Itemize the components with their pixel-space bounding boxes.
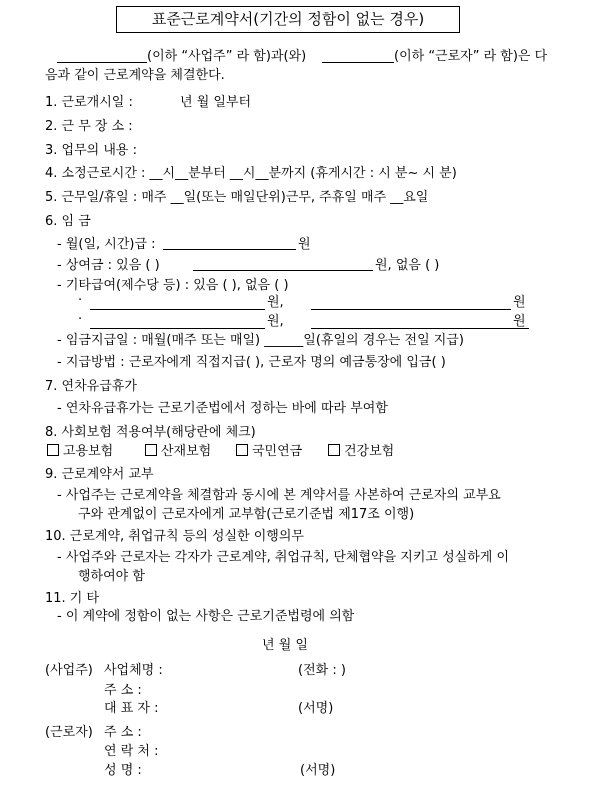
insurance-pension[interactable]: 국민연금 — [236, 443, 302, 460]
employer-signature[interactable]: (서명) — [298, 701, 334, 716]
other-blank-1[interactable] — [90, 309, 265, 310]
employer-business-name: 사업체명 : — [104, 663, 163, 678]
worker-address: 주 소 : — [104, 725, 142, 740]
worker-tag: (근로자) — [45, 725, 93, 740]
other-allowance-label: - 기타급여(제수당 등) : 있음 ( ), 없음 ( ) — [57, 278, 289, 293]
other-bullet-2: · — [78, 312, 83, 327]
section-5-text: 5. 근무일/휴일 : 매주 __일(또는 매일단위)근무, 주휴일 매주 __요일 — [45, 190, 429, 205]
section-9-line-2: 구와 관계없이 근로자에게 교부함(근로기준법 제17조 이행) — [78, 507, 415, 522]
other-blank-3[interactable] — [90, 328, 265, 329]
section-10-line-2: 행하여야 함 — [78, 569, 145, 584]
bonus-tail: 원, 없음 ( ) — [375, 258, 440, 273]
other-won-4: 원 — [513, 314, 526, 329]
other-bullet-1: · — [78, 293, 83, 308]
insurance-industrial[interactable]: 산재보험 — [145, 443, 211, 460]
monthly-wage-label: - 월(일, 시간)급 : — [57, 237, 156, 252]
monthly-wage-unit: 원 — [298, 237, 311, 252]
checkbox-icon[interactable] — [328, 444, 340, 456]
worker-contact: 연 락 처 : — [104, 744, 159, 759]
section-9-line-1: - 사업주는 근로계약을 체결함과 동시에 본 계약서를 사본하여 근로자의 교부요 — [57, 488, 501, 503]
other-won-3: 원, — [267, 314, 284, 329]
start-date-field[interactable]: 년 월 일부터 — [180, 95, 252, 110]
employer-tag: (사업주) — [45, 663, 93, 678]
worker-signature[interactable]: (서명) — [300, 763, 336, 778]
section-11-label: 11. 기 타 — [45, 591, 100, 606]
section-10-label: 10. 근로계약, 취업규칙 등의 성실한 이행의무 — [45, 529, 304, 544]
section-9-label: 9. 근로계약서 교부 — [45, 467, 154, 482]
checkbox-icon[interactable] — [47, 444, 59, 456]
other-blank-2[interactable] — [311, 309, 511, 310]
pay-method-text: - 지급방법 : 근로자에게 직접지급( ), 근로자 명의 예금통장에 입금( ) — [57, 355, 446, 370]
section-3-label: 3. 업무의 내용 : — [45, 143, 137, 158]
insurance-health[interactable]: 건강보험 — [328, 443, 394, 460]
checkbox-icon[interactable] — [145, 444, 157, 456]
payday-text: - 임금지급일 : 매월(매주 또는 매일) ______일(휴일의 경우는 전일 지급) — [57, 333, 464, 348]
employer-address: 주 소 : — [104, 683, 142, 698]
intro-line-2: 음과 같이 근로계약을 체결한다. — [45, 68, 225, 83]
worker-name-blank[interactable] — [322, 62, 394, 63]
insurance-employment[interactable]: 고용보험 — [47, 443, 113, 460]
other-won-2: 원 — [513, 295, 526, 310]
intro-line-1b: (이하 “근로자” 라 함)은 다 — [394, 49, 548, 64]
monthly-wage-blank[interactable] — [163, 249, 296, 250]
section-6-label: 6. 임 금 — [45, 214, 91, 229]
section-4-text: 4. 소정근로시간 : __시__분부터 __시__분까지 (휴게시간 : 시 분~ 시 분) — [45, 166, 457, 181]
section-7-body: - 연차유급휴가는 근로기준법에서 정하는 바에 따라 부여함 — [57, 401, 388, 416]
intro-line-1a: (이하 “사업주” 라 함)과(와) — [147, 49, 307, 64]
employer-representative: 대 표 자 : — [104, 701, 159, 716]
signature-date[interactable]: 년 월 일 — [262, 638, 308, 653]
checkbox-icon[interactable] — [236, 444, 248, 456]
section-2-label: 2. 근 무 장 소 : — [45, 119, 133, 134]
document-title: 표준근로계약서(기간의 정함이 없는 경우) — [116, 6, 460, 33]
employer-name-blank[interactable] — [57, 62, 147, 63]
bonus-label: - 상여금 : 있음 ( ) — [57, 258, 160, 273]
section-10-line-1: - 사업주와 근로자는 각자가 근로계약, 취업규칙, 단체협약을 지키고 성실하게 이 — [57, 550, 510, 565]
worker-name: 성 명 : — [104, 763, 142, 778]
bonus-blank[interactable] — [193, 270, 373, 271]
section-7-label: 7. 연차유급휴가 — [45, 379, 137, 394]
other-won-1: 원, — [267, 295, 284, 310]
section-8-label: 8. 사회보험 적용여부(해당란에 체크) — [45, 425, 256, 440]
employer-phone: (전화 : ) — [298, 663, 346, 678]
other-blank-4[interactable] — [311, 328, 529, 329]
section-1-label: 1. 근로개시일 : — [45, 95, 133, 110]
section-11-body: - 이 계약에 정함이 없는 사항은 근로기준법령에 의함 — [57, 609, 355, 624]
